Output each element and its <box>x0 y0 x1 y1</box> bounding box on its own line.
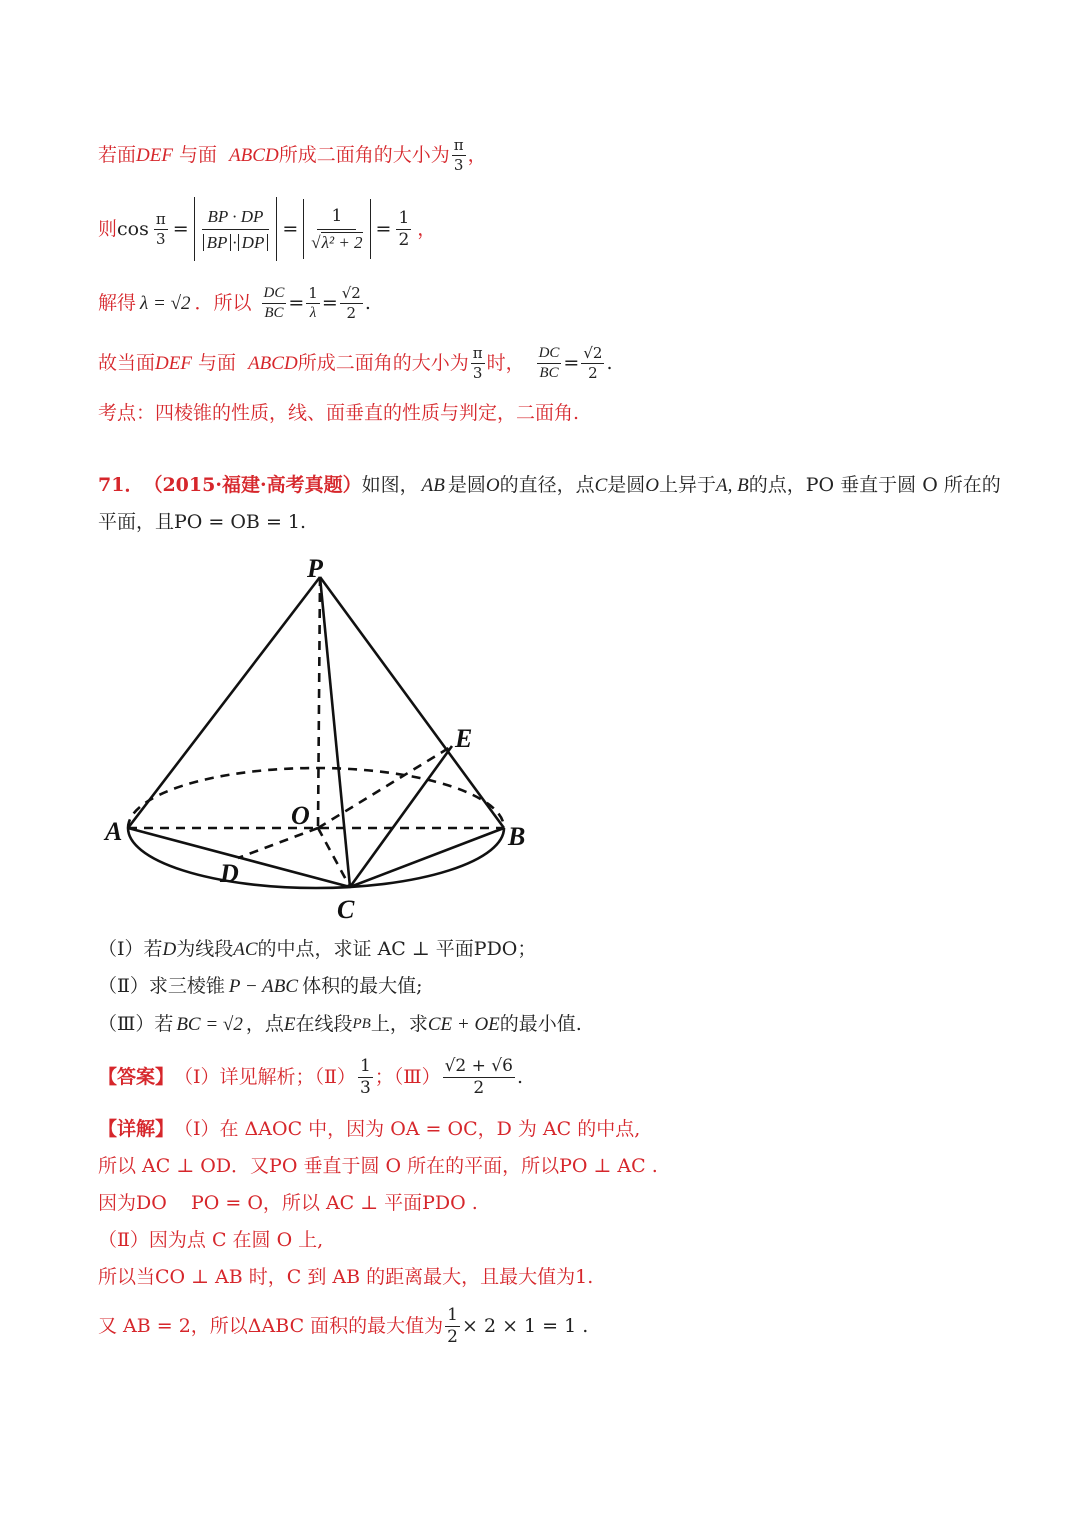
fraction-sqrt2-2: $\frac{√2}{2}$ <box>583 344 603 382</box>
problem-number: 71． <box>98 474 144 496</box>
fraction-one-lambda: $\frac{1}{\lambda}$ <box>308 284 318 321</box>
math-ab: AB <box>421 475 445 496</box>
label-p: P <box>307 554 323 583</box>
edge-po <box>318 577 320 828</box>
text: 解得 <box>98 292 137 314</box>
question-2 <box>98 977 422 996</box>
question-1 <box>98 940 536 959</box>
text: 时， <box>486 352 525 374</box>
math-e: E <box>283 1014 296 1035</box>
math-a-b: A, B <box>716 475 749 496</box>
edge-pb <box>320 577 504 828</box>
text: （Ⅰ）详见解析；（Ⅱ） <box>174 1066 356 1088</box>
text: 的中点，求证 AC ⊥ 平面PDO； <box>257 938 537 960</box>
detail-line-3: 因为DO PO = O，所以 AC ⊥ 平面PDO . <box>98 1192 478 1214</box>
text: × 2 × 1 = 1 . <box>461 1315 589 1337</box>
fraction-one-third: $\frac{1}{3}$ <box>359 1056 371 1098</box>
fraction-one-half: $\frac{1}{2}$ <box>398 207 410 250</box>
fraction-sqrt-sum: $\frac{√2 + √6}{2}$ <box>444 1056 513 1098</box>
text-line-cosine-equation <box>98 197 436 261</box>
text: 则 <box>98 217 118 240</box>
edge-pa <box>128 577 320 828</box>
question-3 <box>98 1015 582 1034</box>
fraction-pi-3: $\frac{\pi}{3}$ <box>155 209 166 248</box>
text: 为线段 <box>176 938 234 960</box>
math-c: C <box>594 475 608 496</box>
edge-ce <box>350 746 452 887</box>
math-bc: BC = √2 <box>176 1014 243 1035</box>
text: （Ⅰ）在 ΔAOC 中，因为 OA = OC，D 为 AC 的中点, <box>174 1118 641 1140</box>
label-o: O <box>291 801 310 830</box>
text: . <box>364 292 371 314</box>
label-a: A <box>105 817 123 846</box>
math-pb: PB <box>352 1016 371 1032</box>
math-cos: cos <box>117 217 149 240</box>
fraction-dc-bc: $\frac{DC}{BC}$ <box>538 345 560 381</box>
text: 上异于 <box>659 474 717 496</box>
label-b: B <box>508 822 526 851</box>
math-d: D <box>162 939 177 960</box>
label-c: C <box>337 895 355 924</box>
text: ．所以 <box>194 292 252 314</box>
text: （Ⅲ）若 <box>98 1013 174 1035</box>
text-line-conclusion <box>98 346 613 381</box>
text: 是圆 <box>607 474 646 496</box>
text: （Ⅰ）若 <box>98 938 163 960</box>
math-ratio-expression: $\frac{DC}{BC}$ = $\frac{√2}{2}$ . <box>538 344 613 382</box>
answer-label: 【答案】 <box>98 1066 175 1088</box>
abs-bp: BP <box>203 234 232 251</box>
math-def: DEF <box>136 145 173 166</box>
math-ratio-expression: $\frac{DC}{BC}$ = $\frac{1}{\lambda}$ = $\frac{√2}{2}$ . <box>263 284 371 322</box>
math-def: DEF <box>155 353 192 374</box>
fraction-one-half: $\frac{1}{2}$ <box>447 1305 458 1347</box>
math-abcd: ABCD <box>229 145 279 166</box>
text: 是圆 <box>447 474 486 496</box>
text-line-key-points: 考点：四棱锥的性质，线、面垂直的性质与判定，二面角. <box>98 402 580 424</box>
detail-line-4: （Ⅱ）因为点 C 在圆 O 上, <box>98 1229 324 1251</box>
math-abcd: ABCD <box>248 353 298 374</box>
math-ac: AC <box>233 939 258 960</box>
label-d: D <box>220 859 239 888</box>
text: 所成二面角的大小为 <box>278 144 450 166</box>
fraction-pi-3: $\frac{\pi}{3}$ <box>453 136 464 174</box>
text: 与面 <box>191 352 249 374</box>
detail-label: 【详解】 <box>98 1118 175 1140</box>
text: 故当面 <box>98 352 156 374</box>
detail-line-2: 所以 AC ⊥ OD．又PO 垂直于圆 O 所在的平面，所以PO ⊥ AC . <box>98 1155 658 1177</box>
text: ， <box>467 144 487 166</box>
edge-od <box>238 828 318 858</box>
problem-71-statement <box>98 476 1001 495</box>
detail-line-5: 所以当CO ⊥ AB 时，C 到 AB 的距离最大，且最大值为1. <box>98 1266 594 1288</box>
text-line-solve-lambda <box>98 286 371 321</box>
equals: = <box>375 217 392 240</box>
answer-line <box>98 1058 523 1097</box>
text: （Ⅱ）求三棱锥 <box>98 975 225 997</box>
edge-pc <box>320 577 350 887</box>
detail-line-6 <box>98 1307 588 1346</box>
text: 上，求 <box>370 1013 428 1035</box>
fraction-vector-ratio: BP · DP BP · DP <box>200 208 272 251</box>
text: 体积的最大值; <box>302 975 423 997</box>
text: ，点 <box>245 1013 284 1035</box>
geometry-figure-cone <box>0 540 600 930</box>
label-e: E <box>455 724 473 753</box>
fraction-dc-bc: $\frac{DC}{BC}$ <box>263 285 285 321</box>
problem-source: （2015·福建·高考真题） <box>143 474 362 496</box>
math-ce-oe: CE + OE <box>427 1014 500 1035</box>
text: 若面 <box>98 144 137 166</box>
text: 的点，PO 垂直于圆 O 所在的 <box>748 474 1001 496</box>
math-o: O <box>645 475 660 496</box>
problem-71-statement-line2: 平面，且PO = OB = 1. <box>98 511 307 533</box>
text: 所成二面角的大小为 <box>297 352 469 374</box>
base-ellipse-back <box>128 768 504 828</box>
text: . <box>606 352 613 374</box>
sqrt-lambda: λ² + 2 <box>321 232 363 252</box>
text: 的最小值. <box>499 1013 582 1035</box>
text: ， <box>417 217 437 240</box>
fraction-lambda: $\frac{1}{\text{√λ² + 2}}$ <box>311 205 363 252</box>
text: 在线段 <box>295 1013 353 1035</box>
equals: = <box>172 217 189 240</box>
abs-lambda-ratio <box>303 199 370 259</box>
fraction-sqrt2-2: $\frac{√2}{2}$ <box>341 284 361 322</box>
detail-line-1 <box>98 1120 640 1139</box>
math-p-abc: P − ABC <box>228 976 299 997</box>
abs-vector-ratio <box>194 197 278 261</box>
text: . <box>516 1066 523 1088</box>
math-o: O <box>485 475 500 496</box>
equals: = <box>282 217 299 240</box>
text: 如图， <box>361 474 419 496</box>
math-cosine-expression <box>117 197 413 261</box>
fraction-pi-3: $\frac{\pi}{3}$ <box>472 344 483 382</box>
text: 又 AB = 2，所以ΔABC 面积的最大值为 <box>98 1315 444 1337</box>
math-lambda: λ = √2 <box>140 293 191 314</box>
abs-dp: DP <box>238 234 269 251</box>
text: 与面 <box>172 144 230 166</box>
text: ；（Ⅲ） <box>374 1066 441 1088</box>
text: 的直径，点 <box>499 474 595 496</box>
text-line-dihedral-condition <box>98 138 487 173</box>
